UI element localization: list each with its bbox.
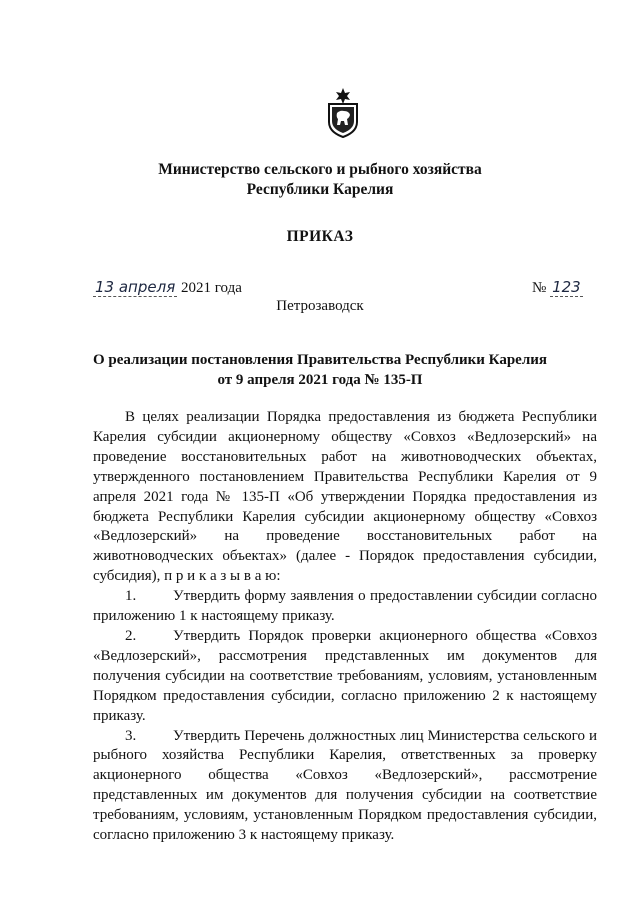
handwritten-date: 13 апреля (95, 278, 176, 296)
title-line-1: О реализации постановления Правительства Республики Карелия (92, 352, 548, 368)
document-type: ПРИКАЗ (286, 228, 354, 245)
item-number: 1. (125, 588, 137, 605)
document-date (93, 278, 242, 297)
ministry-name (0, 160, 640, 200)
ministry-line-1: Министерство сельского и рыбного хозяйства (158, 161, 482, 178)
document-body (93, 408, 597, 846)
item-number: 3. (125, 727, 137, 744)
document-title (0, 350, 640, 390)
list-item (93, 627, 597, 727)
number-sign: № (532, 280, 547, 296)
item-text: Утвердить Перечень должностных лиц Министерства сельского и рыбного хозяйства Республики Карелия, ответственных за проверку акционерного общества «Совхоз «Ведлозерский», рассмотрение представленных им документов для получения субсидии на соответствие требованиям, условиям, установленным Порядком предоставления субсидии, согласно приложению 3 к настоящему приказу. (93, 727, 597, 844)
list-item (93, 587, 597, 627)
city-name: Петрозаводск (276, 298, 364, 314)
list-item (93, 727, 597, 846)
item-text: Утвердить форму заявления о предоставлении субсидии согласно приложению 1 к настоящему приказу. (93, 588, 597, 625)
title-line-2: от 9 апреля 2021 года № 135-П (217, 372, 423, 388)
intro-paragraph: В целях реализации Порядка предоставления из бюджета Республики Карелия субсидии акционерному обществу «Совхоз «Ведлозерский» на проведение восстановительных работ на животноводческих объектах, утвержденного постановлением Правительства Республики Карелия от 9 апреля 2021 года № 135-П «Об утверждении Порядка предоставления из бюджета Республики Карелия субсидии акционерному обществу «Совхоз «Ведлозерский» на проведение восстановительных работ на животноводческих объектах» (далее - Порядок предоставления субсидии, субсидия), п р и к а з ы в а ю: (93, 409, 597, 585)
item-text: Утвердить Порядок проверки акционерного общества «Совхоз «Ведлозерский», рассмотрения представленных им документов для получения субсидии на соответствие требованиям, условиям, установленным Порядком предоставления субсидии, согласно приложению 2 к настоящему приказу. (93, 627, 597, 724)
document-number (532, 278, 583, 297)
date-year: 2021 года (180, 280, 242, 296)
handwritten-number: 123 (552, 278, 581, 296)
ministry-line-2: Республики Карелия (246, 181, 394, 198)
karelia-coat-of-arms-icon (326, 88, 360, 138)
item-number: 2. (125, 627, 137, 644)
